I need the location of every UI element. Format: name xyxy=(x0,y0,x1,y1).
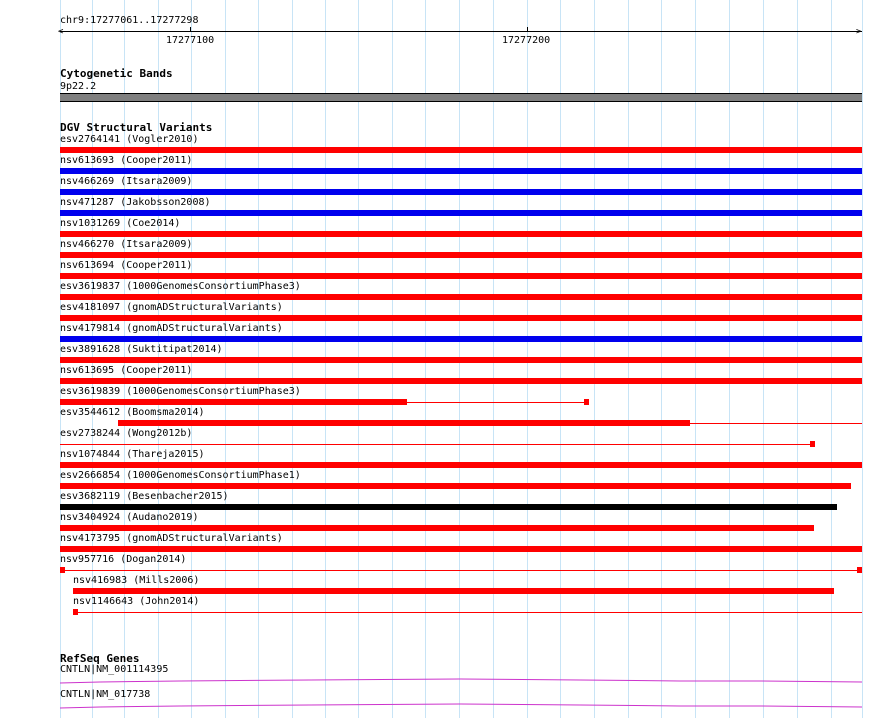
ruler-left-arrow-icon: < xyxy=(58,27,64,37)
variant-thin-line[interactable] xyxy=(60,570,860,571)
ruler-line xyxy=(60,31,862,32)
variant-bar[interactable] xyxy=(60,483,851,489)
variant-label[interactable]: esv2666854 (1000GenomesConsortiumPhase1) xyxy=(60,470,301,481)
variant-bar[interactable] xyxy=(73,588,834,594)
variant-label[interactable]: nsv957716 (Dogan2014) xyxy=(60,554,187,565)
gene-line xyxy=(60,704,862,708)
variant-label[interactable]: nsv613694 (Cooper2011) xyxy=(60,260,193,271)
ruler-right-arrow-icon: > xyxy=(856,27,862,37)
variant-thin-line[interactable] xyxy=(407,402,586,403)
gene-model[interactable] xyxy=(60,701,862,711)
variant-end-box[interactable] xyxy=(73,609,78,615)
ruler-tick xyxy=(190,27,191,32)
variant-thin-line[interactable] xyxy=(73,612,862,613)
variant-label[interactable]: esv3619839 (1000GenomesConsortiumPhase3) xyxy=(60,386,301,397)
gene-label[interactable]: CNTLN|NM_001114395 xyxy=(60,664,169,675)
variant-end-box[interactable] xyxy=(857,567,862,573)
variant-label[interactable]: esv2738244 (Wong2012b) xyxy=(60,428,193,439)
variant-label[interactable]: esv3682119 (Besenbacher2015) xyxy=(60,491,229,502)
gene-label[interactable]: CNTLN|NM_017738 xyxy=(60,689,151,700)
variant-bar[interactable] xyxy=(60,252,862,258)
variant-label[interactable]: esv4181097 (gnomADStructuralVariants) xyxy=(60,302,283,313)
ruler-tick-label: 17277200 xyxy=(502,35,551,46)
variant-thin-line[interactable] xyxy=(690,423,862,424)
variant-bar[interactable] xyxy=(60,336,862,342)
refseq-track-title: RefSeq Genes xyxy=(60,652,140,665)
variant-bar[interactable] xyxy=(60,525,814,531)
variant-label[interactable]: nsv4173795 (gnomADStructuralVariants) xyxy=(60,533,283,544)
variant-bar[interactable] xyxy=(60,210,862,216)
gene-line xyxy=(60,679,862,683)
variant-end-box[interactable] xyxy=(810,441,815,447)
variant-label[interactable]: nsv613693 (Cooper2011) xyxy=(60,155,193,166)
variant-end-box[interactable] xyxy=(60,567,65,573)
variant-bar[interactable] xyxy=(60,294,862,300)
variant-bar[interactable] xyxy=(60,231,862,237)
variant-label[interactable]: nsv1146643 (John2014) xyxy=(73,596,200,607)
variant-bar[interactable] xyxy=(60,546,862,552)
variant-label[interactable]: nsv471287 (Jakobsson2008) xyxy=(60,197,211,208)
variant-bar[interactable] xyxy=(60,462,862,468)
variant-label[interactable]: nsv1074844 (Thareja2015) xyxy=(60,449,205,460)
cytoband-bar[interactable] xyxy=(60,93,862,102)
ruler-tick xyxy=(527,27,528,32)
ruler-position-label: chr9:17277061..17277298 xyxy=(60,15,199,26)
variant-label[interactable]: esv2764141 (Vogler2010) xyxy=(60,134,199,145)
gene-model[interactable] xyxy=(60,676,862,686)
variant-label[interactable]: esv3891628 (Suktitipat2014) xyxy=(60,344,223,355)
variant-bar[interactable] xyxy=(60,504,837,510)
variant-label[interactable]: esv3619837 (1000GenomesConsortiumPhase3) xyxy=(60,281,301,292)
variant-label[interactable]: nsv466270 (Itsara2009) xyxy=(60,239,193,250)
variant-label[interactable]: nsv1031269 (Coe2014) xyxy=(60,218,181,229)
variant-bar[interactable] xyxy=(60,147,862,153)
variant-bar[interactable] xyxy=(60,357,862,363)
variant-label[interactable]: nsv466269 (Itsara2009) xyxy=(60,176,193,187)
variant-label[interactable]: esv3544612 (Boomsma2014) xyxy=(60,407,205,418)
variant-bar[interactable] xyxy=(60,273,862,279)
variant-bar[interactable] xyxy=(60,378,862,384)
ruler-tick-label: 17277100 xyxy=(166,35,215,46)
variant-label[interactable]: nsv3404924 (Audano2019) xyxy=(60,512,199,523)
variant-bar[interactable] xyxy=(60,168,862,174)
variant-bar[interactable] xyxy=(60,189,862,195)
variant-bar[interactable] xyxy=(118,420,690,426)
dgv-track-title: DGV Structural Variants xyxy=(60,121,213,134)
cytoband-track-title: Cytogenetic Bands xyxy=(60,67,173,80)
variant-thin-line[interactable] xyxy=(60,444,812,445)
grid-line xyxy=(862,0,863,718)
variant-bar[interactable] xyxy=(60,399,407,405)
variant-label[interactable]: nsv416983 (Mills2006) xyxy=(73,575,200,586)
variant-label[interactable]: nsv4179814 (gnomADStructuralVariants) xyxy=(60,323,283,334)
variant-end-box[interactable] xyxy=(584,399,589,405)
variant-label[interactable]: nsv613695 (Cooper2011) xyxy=(60,365,193,376)
cytoband-label[interactable]: 9p22.2 xyxy=(60,81,97,92)
variant-bar[interactable] xyxy=(60,315,862,321)
